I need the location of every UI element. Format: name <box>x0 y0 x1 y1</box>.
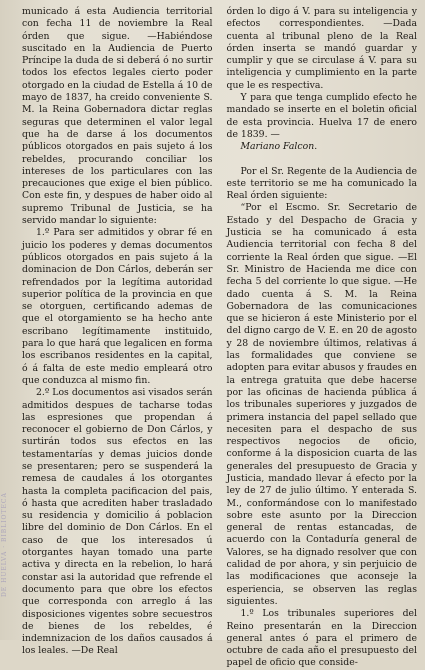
left-column <box>22 6 213 657</box>
paragraph: órden lo digo á V. para su inteligencia y efectos correspondientes. —Dada cuenta al tribunal pleno de la Real órden inserta se mandó guardar y cumplir y que se circulase á V. para su inteligencia y cumplimiento en la parte que le es respectiva. <box>226 6 417 91</box>
text-columns <box>22 6 417 669</box>
paragraph: 1.º Para ser admitidos y obrar fé en juicio los poderes y demas documentos públicos otorgados en pais sujeto á la dominacion de Don Cárlos, deberán ser refrendados por la legítima autoridad superior política de la provincia en que se otorguen, certificando ademas de que el otorgamiento se ha hecho ante escribano legítimamente instituido, para lo que hará que legalicen en forma los escribanos residentes en la capital, ó á falta de este medio empleará otro que conduzca al mismo fin. <box>22 227 213 386</box>
paragraph: “Por el Escmo. Sr. Secretario de Estado y del Despacho de Gracia y Justicia se ha comunicado á esta Audiencia territorial con fecha 8 del corriente la Real órden que sigue. —El Sr. Ministro de Hacienda me dice con fecha 5 del corriente lo que sigue. —He dado cuenta á S. M. la Reina Gobernadora de las comunicaciones que se hicieron á este Ministerio por el del digno cargo de V. E. en 20 de agosto y 28 de noviembre últimos, relativas á las formalidades que conviene se adopten para evitar abusos y fraudes en la entrega gratuita que debe hacerse por las oficinas de hacienda pública á los tribunales superiores y juzgados de primera instancia del papel sellado que necesiten para el despacho de sus respectivos negocios de oficio, conforme á la disposicion cuarta de las generales del presupuesto de Gracia y Justicia, mandado llevar á efecto por la ley de 27 de julio último. Y enterada S. M., conformándose con lo manifestado sobre este asunto por la Direccion general de rentas estancadas, de acuerdo con la Contaduría general de Valores, se ha dignado resolver que con calidad de por ahora, y sin perjuicio de las modificaciones que aconseje la esperiencia, se observen las reglas siguientes. <box>226 202 417 607</box>
paragraph: 2.º Los documentos asi visados serán admitidos despues de tacharse todas las espresiones que propendan á reconocer el gobierno de Don Cárlos, y surtirán todos sus efectos en las testamentarías y demas juicios donde se presentaren; pero se suspenderá la remesa de caudales á los otorgantes hasta la completa pacificacion del pais, ó hasta que acrediten haber trasladado su residencia y domicilio á poblacion libre del dominio de Don Cárlos. En el caso de que los interesados ú otorgantes hayan tomado una parte activa y directa en la rebelion, lo hará constar asi la autoridad que refrende el documento para que obre los efectos que corresponda con arreglo á las disposiciones vigentes sobre secuestros de bienes de los rebeldes, é indemnizacion de los daños causados á los leales. —De Real <box>22 387 213 657</box>
paragraph: 1.º Los tribunales superiores del Reino presentarán en la Direccion general antes ó para el primero de octubre de cada año el presupuesto del papel de oficio que conside- <box>226 608 417 669</box>
library-stamp: DE HUELVA · BIBLIOTECA <box>1 492 8 598</box>
paragraph: Por el Sr. Regente de la Audiencia de este territorio se me ha comunicado la Real órden siguiente: <box>226 165 417 202</box>
paragraph: municado á esta Audiencia territorial con fecha 11 de noviembre la Real órden que sigue. —Habiéndose suscitado en la Audiencia de Puerto Príncipe la duda de si deberá ó no surtir todos los efectos legales cierto poder otorgado en la ciudad de Estella á 10 de mayo de 1837, ha creido conveniente S. M. la Reina Gobernadora dictar reglas seguras que determinen el valor legal que ha de darse á los documentos públicos otorgados en pais sujeto á los rebeldes, procurando conciliar los intereses de los particulares con las precauciones que exige el bien público. Con este fin, y despues de haber oido al supremo Tribunal de Justicia, se ha servido mandar lo siguiente: <box>22 6 213 227</box>
right-column <box>226 6 418 669</box>
signature: Mariano Falcon. <box>240 141 318 153</box>
paragraph: Y para que tenga cumplido efecto he mandado se inserte en el boletin oficial de esta provincia. Huelva 17 de enero de 1839. — <box>226 92 417 140</box>
